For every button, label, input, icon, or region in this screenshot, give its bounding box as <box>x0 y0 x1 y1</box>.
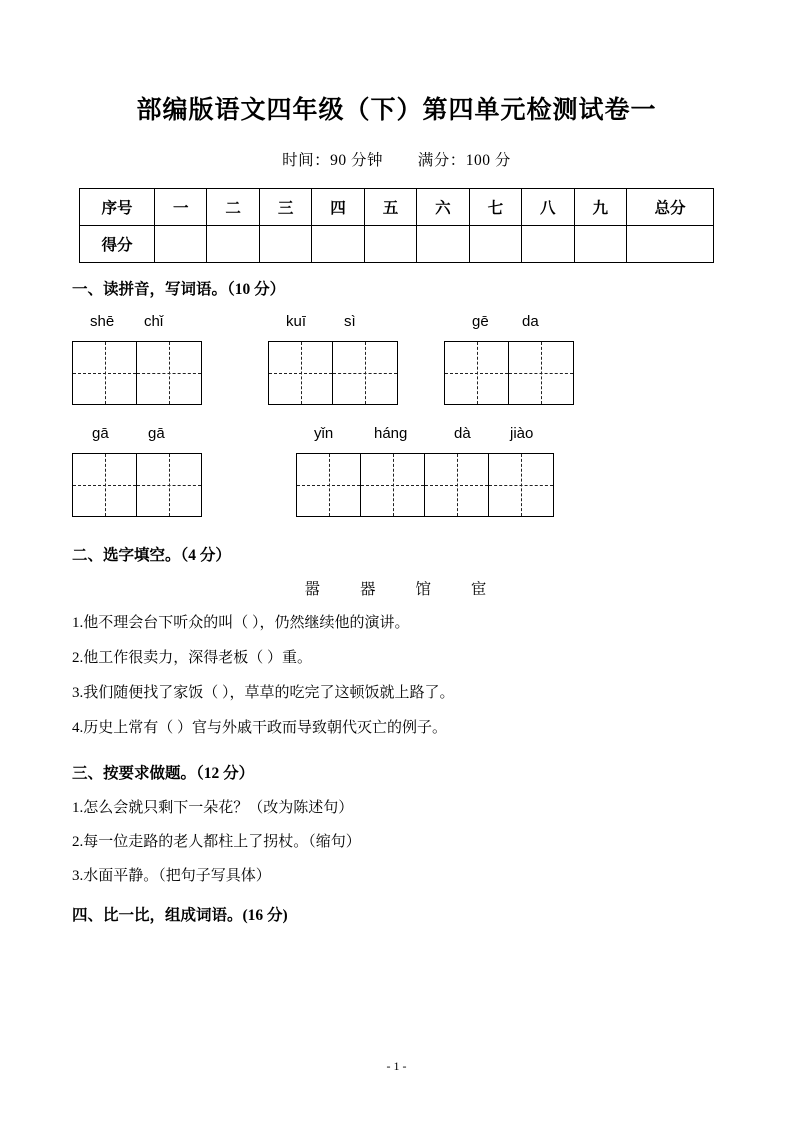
section-heading-3: 三、按要求做题。（12 分） <box>72 765 255 782</box>
pinyin-ge: gē <box>472 313 489 330</box>
exam-meta <box>72 148 721 170</box>
grid-cell[interactable] <box>333 342 397 404</box>
writing-grid-row-1 <box>72 341 721 415</box>
page-number: - 1 - <box>386 1059 407 1073</box>
score-col-7: 七 <box>469 189 521 226</box>
grid-cell[interactable] <box>361 454 425 516</box>
grid-cell[interactable] <box>297 454 361 516</box>
pinyin-row-1 <box>72 313 721 335</box>
full-score-label: 满分：100 分 <box>417 152 511 169</box>
time-label: 时间：90 分钟 <box>282 152 383 169</box>
score-cell-3[interactable] <box>259 226 311 263</box>
score-col-total: 总分 <box>627 189 714 226</box>
pinyin-da-2: dà <box>454 425 471 442</box>
grid-cell[interactable] <box>425 454 489 516</box>
score-table-row-label: 序号 <box>80 189 155 226</box>
pinyin-kui: kuī <box>286 313 307 330</box>
question-2-3: 3.我们随便找了家饭（ ），草草的吃完了这顿饭就上路了。 <box>72 685 455 701</box>
grid-cell[interactable] <box>137 342 201 404</box>
pinyin-she: shē <box>90 313 115 330</box>
pinyin-ga-2: gā <box>148 425 165 442</box>
writing-grid-2[interactable] <box>268 341 398 405</box>
score-col-1: 一 <box>155 189 207 226</box>
score-col-9: 九 <box>574 189 627 226</box>
question-2-4: 4.历史上常有（ ）官与外戚干政而导致朝代灭亡的例子。 <box>72 720 448 736</box>
writing-grid-5[interactable] <box>296 453 554 517</box>
section-heading-1: 一、读拼音，写词语。（10 分） <box>72 281 286 298</box>
score-cell-4[interactable] <box>312 226 364 263</box>
choice-char-3[interactable]: 馆 <box>415 581 433 598</box>
score-col-6: 六 <box>417 189 469 226</box>
score-cell-2[interactable] <box>207 226 259 263</box>
grid-cell[interactable] <box>73 342 137 404</box>
question-3-3: 3.水面平静。（把句子写具体） <box>72 868 271 884</box>
grid-cell[interactable] <box>269 342 333 404</box>
score-cell-total[interactable] <box>627 226 714 263</box>
choice-char-2[interactable]: 器 <box>360 581 378 598</box>
section-heading-2: 二、选字填空。（4 分） <box>72 547 231 564</box>
score-col-4: 四 <box>312 189 364 226</box>
grid-cell[interactable] <box>73 454 137 516</box>
pinyin-ga-1: gā <box>92 425 109 442</box>
grid-cell[interactable] <box>489 454 553 516</box>
pinyin-row-2 <box>72 425 721 447</box>
pinyin-si: sì <box>344 313 356 330</box>
section-heading-4: 四、比一比，组成词语。(16 分) <box>72 907 288 924</box>
choice-char-4[interactable]: 宦 <box>470 581 489 598</box>
score-cell-5[interactable] <box>364 226 416 263</box>
score-cell-1[interactable] <box>155 226 207 263</box>
pinyin-jiao: jiào <box>510 425 534 442</box>
grid-cell[interactable] <box>137 454 201 516</box>
pinyin-yin: yǐn <box>314 425 334 442</box>
score-cell-7[interactable] <box>469 226 521 263</box>
score-cell-6[interactable] <box>417 226 469 263</box>
score-col-5: 五 <box>364 189 416 226</box>
score-cell-8[interactable] <box>522 226 574 263</box>
score-col-2: 二 <box>207 189 259 226</box>
choice-char-1[interactable]: 嚣 <box>304 581 323 598</box>
question-2-2: 2.他工作很卖力，深得老板（ ）重。 <box>72 650 313 666</box>
grid-cell[interactable] <box>445 342 509 404</box>
score-col-3: 三 <box>259 189 311 226</box>
character-choices <box>72 577 721 599</box>
pinyin-da: da <box>522 313 539 330</box>
question-3-1: 1.怎么会就只剩下一朵花？（改为陈述句） <box>72 800 354 816</box>
writing-grid-4[interactable] <box>72 453 202 517</box>
table-row-scores <box>80 226 714 263</box>
writing-grid-row-2 <box>72 453 721 527</box>
pinyin-chi: chǐ <box>144 313 164 330</box>
question-3-2: 2.每一位走路的老人都柱上了拐杖。（缩句） <box>72 834 361 850</box>
writing-grid-3[interactable] <box>444 341 574 405</box>
question-2-1: 1.他不理会台下听众的叫（ ），仍然继续他的演讲。 <box>72 615 410 631</box>
score-table <box>79 188 714 263</box>
page-title: 部编版语文四年级（下）第四单元检测试卷一 <box>136 97 657 124</box>
table-row-header <box>80 189 714 226</box>
score-table-row-label-2: 得分 <box>80 226 155 263</box>
writing-grid-1[interactable] <box>72 341 202 405</box>
pinyin-hang: háng <box>374 425 408 442</box>
grid-cell[interactable] <box>509 342 573 404</box>
score-col-8: 八 <box>522 189 574 226</box>
score-cell-9[interactable] <box>574 226 627 263</box>
